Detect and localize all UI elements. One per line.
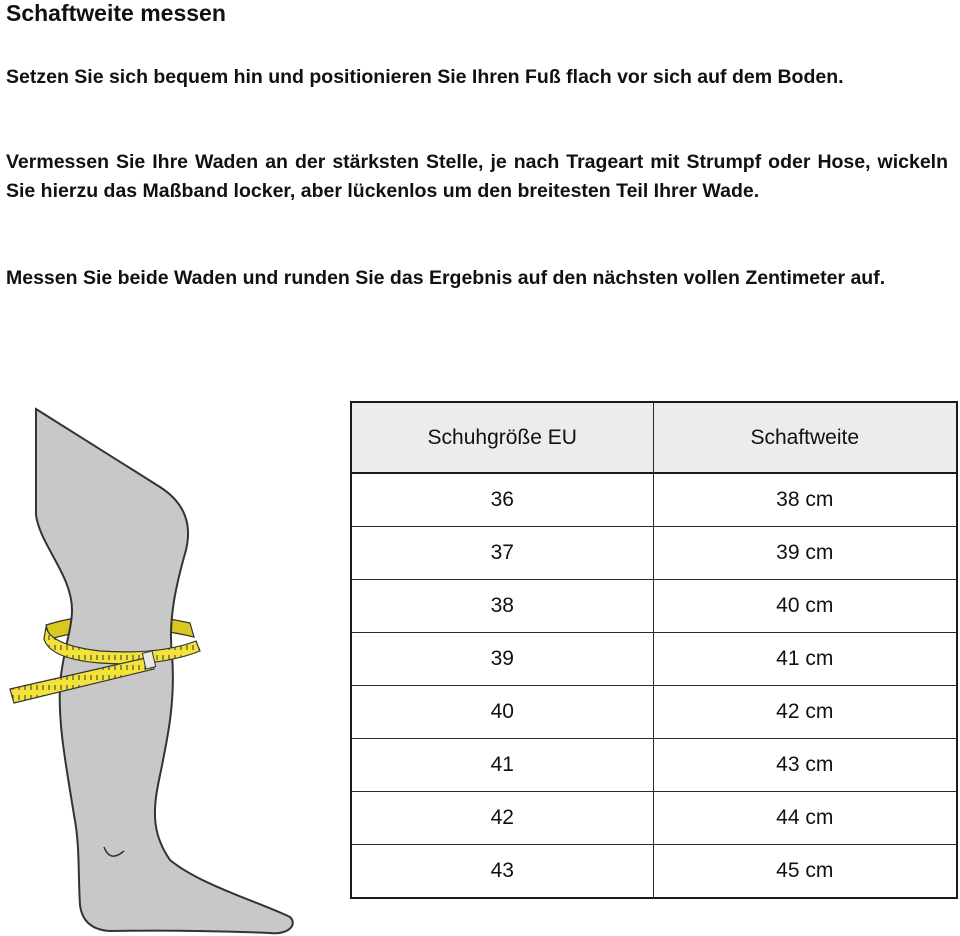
table-row [351, 633, 957, 686]
page-title: Schaftweite messen [6, 0, 226, 26]
table-row [351, 527, 957, 580]
cell-shoe-size: 40 [351, 686, 653, 739]
cell-shaft-width: 43 cm [653, 739, 957, 792]
cell-shaft-width: 42 cm [653, 686, 957, 739]
table-row [351, 580, 957, 633]
cell-shaft-width: 44 cm [653, 792, 957, 845]
table-row [351, 473, 957, 527]
instruction-paragraph-3: Messen Sie beide Waden und runden Sie das Ergebnis auf den nächsten vollen Zentimeter auf. [6, 267, 886, 289]
size-table [350, 401, 958, 899]
cell-shaft-width: 38 cm [653, 473, 957, 527]
table-row [351, 845, 957, 899]
table-row [351, 792, 957, 845]
instruction-paragraph-1: Setzen Sie sich bequem hin und positionieren Sie Ihren Fuß flach vor sich auf dem Boden. [6, 66, 844, 88]
cell-shaft-width: 39 cm [653, 527, 957, 580]
cell-shoe-size: 38 [351, 580, 653, 633]
cell-shoe-size: 36 [351, 473, 653, 527]
cell-shoe-size: 42 [351, 792, 653, 845]
leg-shape [36, 409, 293, 933]
table-row [351, 686, 957, 739]
table-row [351, 739, 957, 792]
cell-shoe-size: 39 [351, 633, 653, 686]
cell-shoe-size: 41 [351, 739, 653, 792]
table-header-row [351, 402, 957, 473]
cell-shoe-size: 37 [351, 527, 653, 580]
instruction-paragraph-2: Vermessen Sie Ihre Waden an der stärksten Stelle, je nach Trageart mit Strumpf oder Hose, wickeln Sie hierzu das Maßband locker, aber lückenlos um den breitesten Teil Ihrer Wade. [6, 151, 948, 202]
cell-shaft-width: 45 cm [653, 845, 957, 899]
header-shaft-width: Schaftweite [653, 402, 957, 473]
cell-shoe-size: 43 [351, 845, 653, 899]
cell-shaft-width: 40 cm [653, 580, 957, 633]
header-shoe-size: Schuhgröße EU [351, 402, 653, 473]
cell-shaft-width: 41 cm [653, 633, 957, 686]
leg-with-measuring-tape-icon [0, 405, 300, 936]
